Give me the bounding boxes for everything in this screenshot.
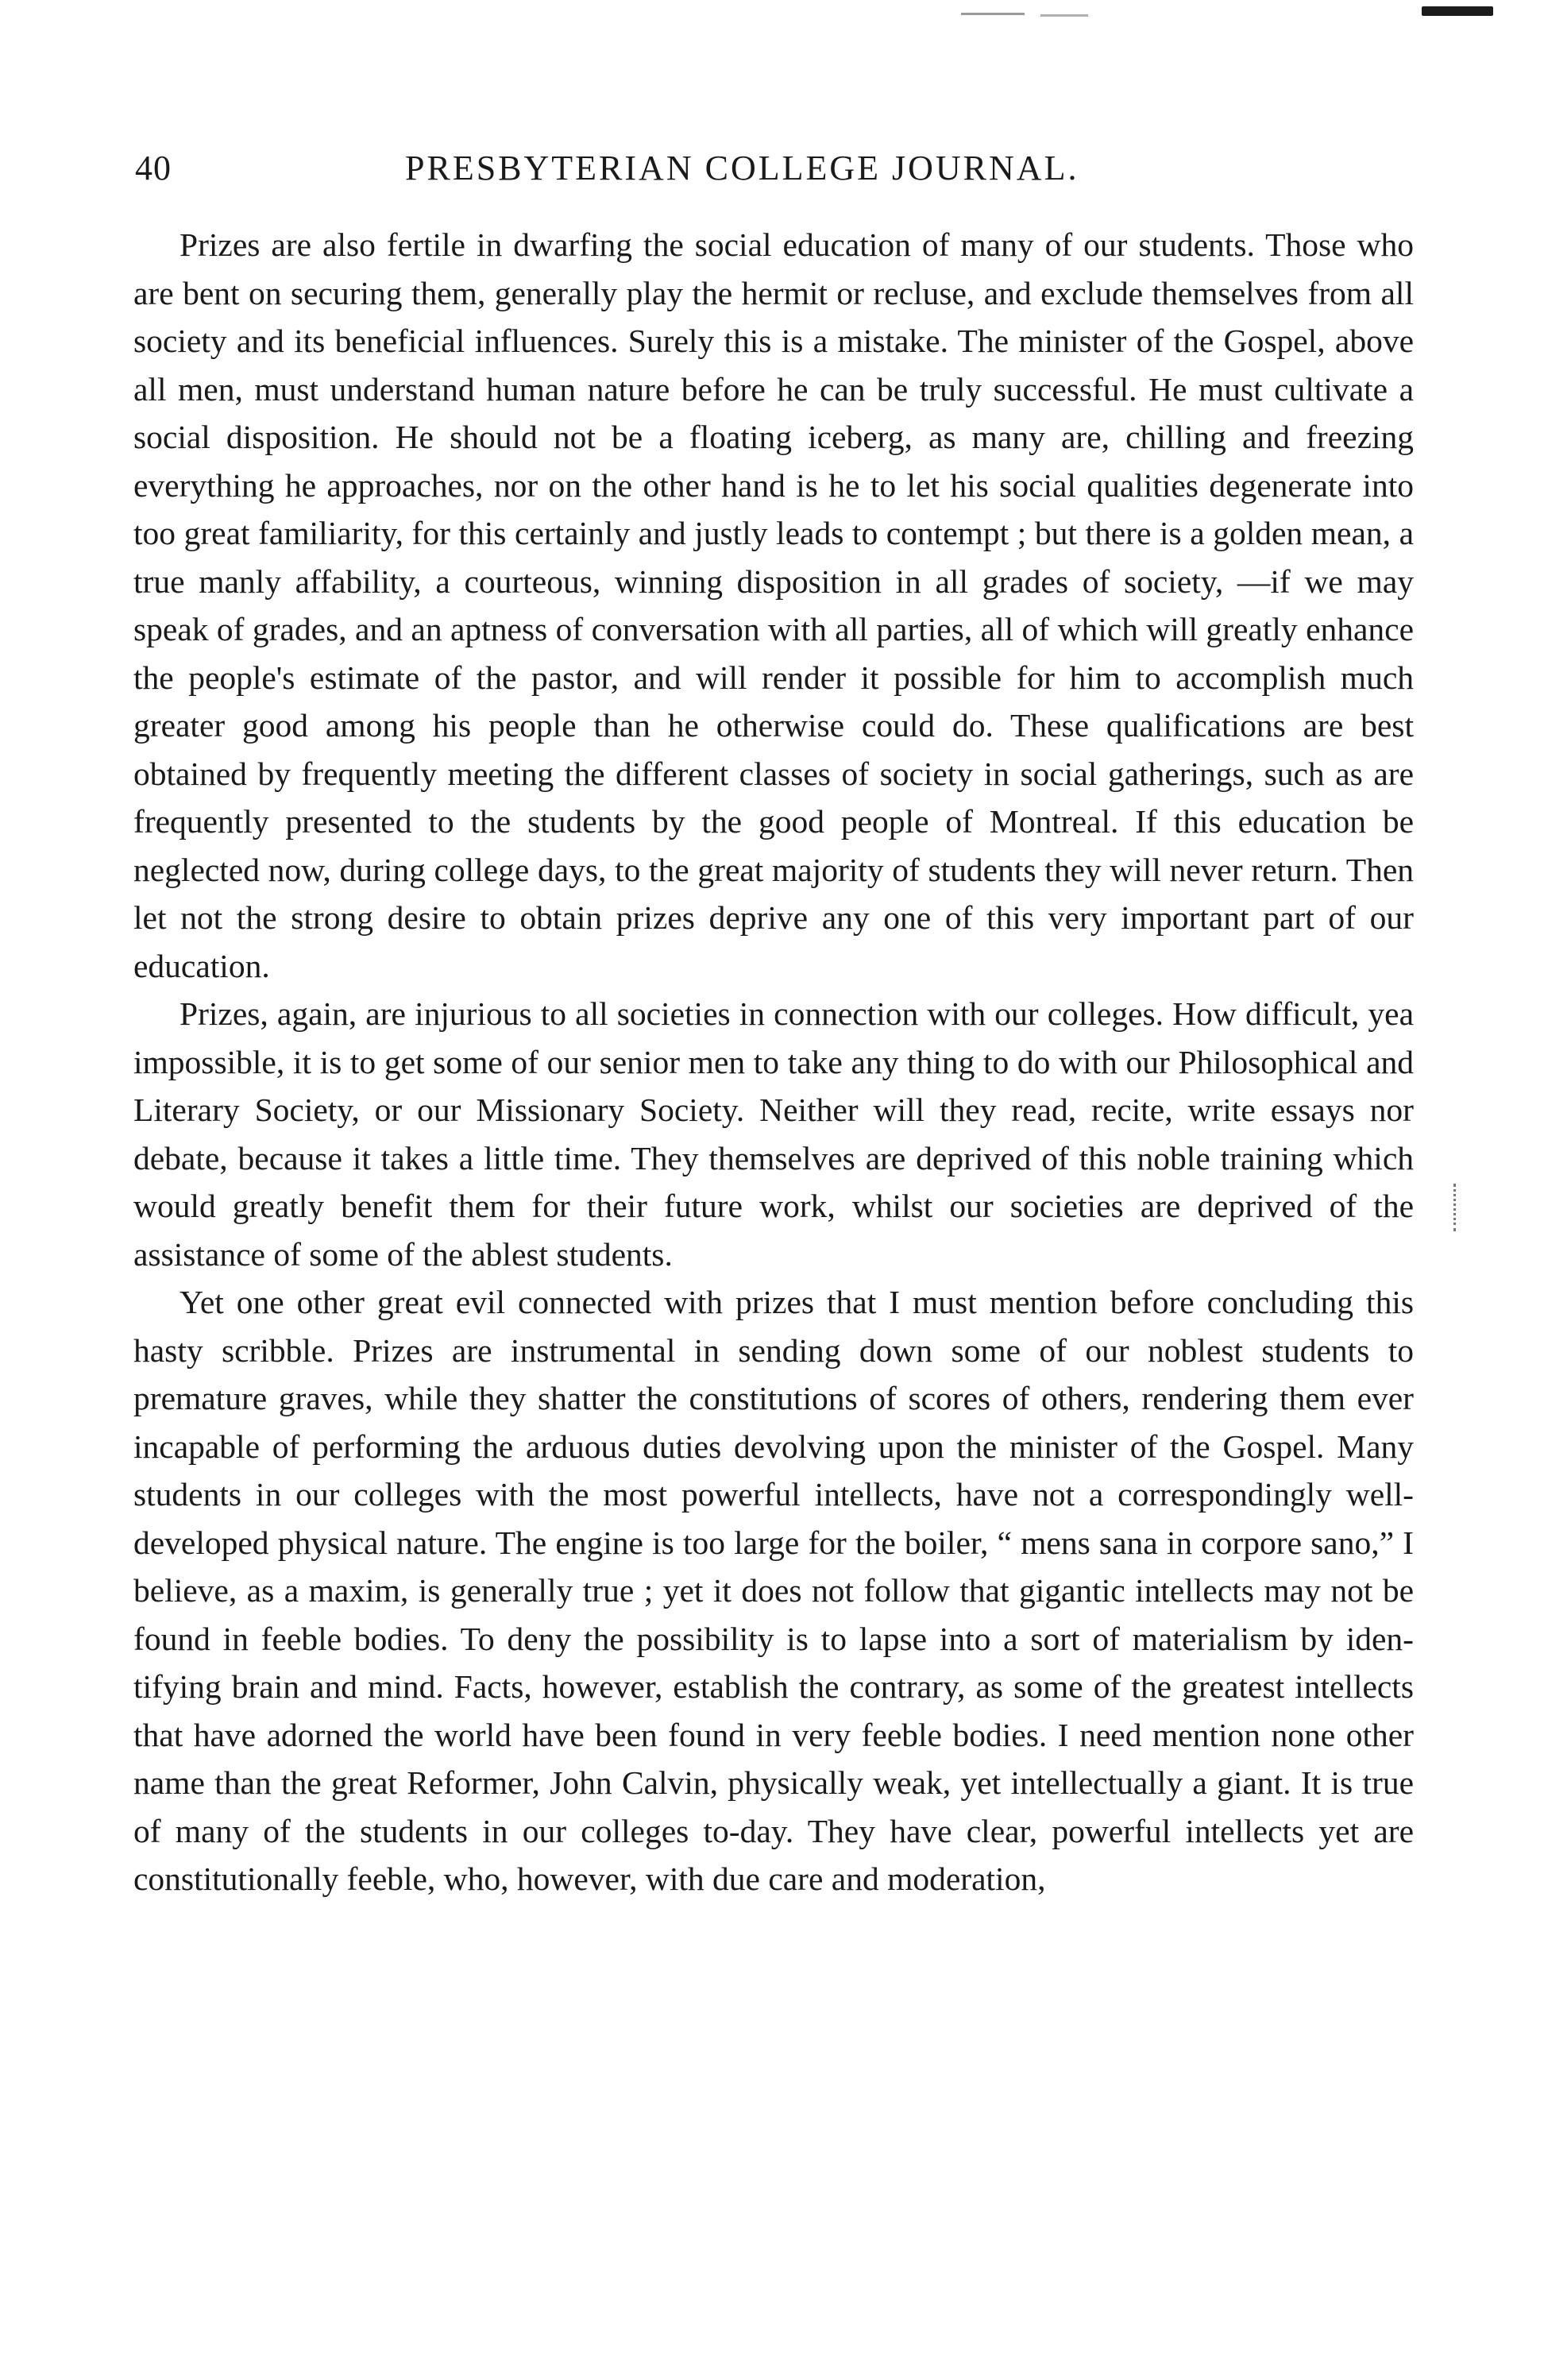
paragraph: Prizes, again, are injurious to all societies in connection with our colleges. How difficult, yea impossible, it is to get some of our senior men to take any thing to do with our Philosophical and Literary Society, or our Missionary Society. Neither will they read, recite, write essays nor debate, because it takes a little time. They themselves are deprived of this noble training which would greatly benefit them for their future work, whilst our societies are deprived of the assistance of some of the ablest students. <box>133 995 1414 1273</box>
scan-artifact-mark <box>961 13 1025 15</box>
article-body <box>133 221 1414 1903</box>
journal-title: PRESBYTERIAN COLLEGE JOURNAL. <box>405 149 1079 187</box>
page-number: 40 <box>135 149 172 187</box>
paragraph: Prizes are also fertile in dwarfing the social education of many of our students. Those who are bent on securing them, generally play the hermit or recluse, and exclude themselves from all society and its beneficial influences. Surely this is a mistake. The minister of the Gospel, above all men, must understand human nature before he can be truly successful. He must cultivate a social disposition. He should not be a floating iceberg, as many are, chilling and freezing everything he approaches, nor on the other hand is he to let his social qualities degenerate into too great familiarity, for this certainly and justly leads to contempt ; but there is a golden mean, a true manly affability, a courteous, winning disposition in all grades of society, —if we may speak of grades, and an aptness of conversation with all parties, all of which will greatly enhance the people's estimate of the pastor, and will render it possible for him to accomplish much greater good among his people than he otherwise could do. These qualifications are best obtained by frequently meeting the different classes of society in social gatherings, such as are frequently presented to the students by the good people of Montreal. If this education be neglected now, during college days, to the great majority of students they will never return. Then let not the strong desire to obtain prizes deprive any one of this very important part of our education. <box>133 226 1414 984</box>
running-head <box>135 148 1414 203</box>
margin-dots <box>1453 1184 1459 1231</box>
scan-artifact-mark <box>1040 14 1088 17</box>
paragraph: Yet one other great evil connected with prizes that I must mention before concluding this hasty scribble. Prizes are instrumental in sending down some of our noblest students to premature graves, while they shatter the constitutions of scores of others, rendering them ever incapable of performing the arduous duties devolving upon the minister of the Gospel. Many students in our colleges with the most powerful intellects, have not a correspondingly well-developed physical nature. The engine is too large for the boiler, “ mens sana in corpore sano,” I believe, as a maxim, is generally true ; yet it does not follow that gigantic intellects may not be found in feeble bodies. To deny the possibility is to lapse into a sort of materialism by identifying brain and mind. Facts, however, establish the contrary, as some of the greatest intellects that have adorned the world have been found in very feeble bodies. I need mention none other name than the great Reformer, John Calvin, physically weak, yet intellectually a giant. It is true of many of the students in our colleges to-day. They have clear, powerful intellects yet are constitutionally feeble, who, however, with due care and moderation, <box>133 1284 1414 1897</box>
scan-artifact-mark <box>1422 6 1493 16</box>
